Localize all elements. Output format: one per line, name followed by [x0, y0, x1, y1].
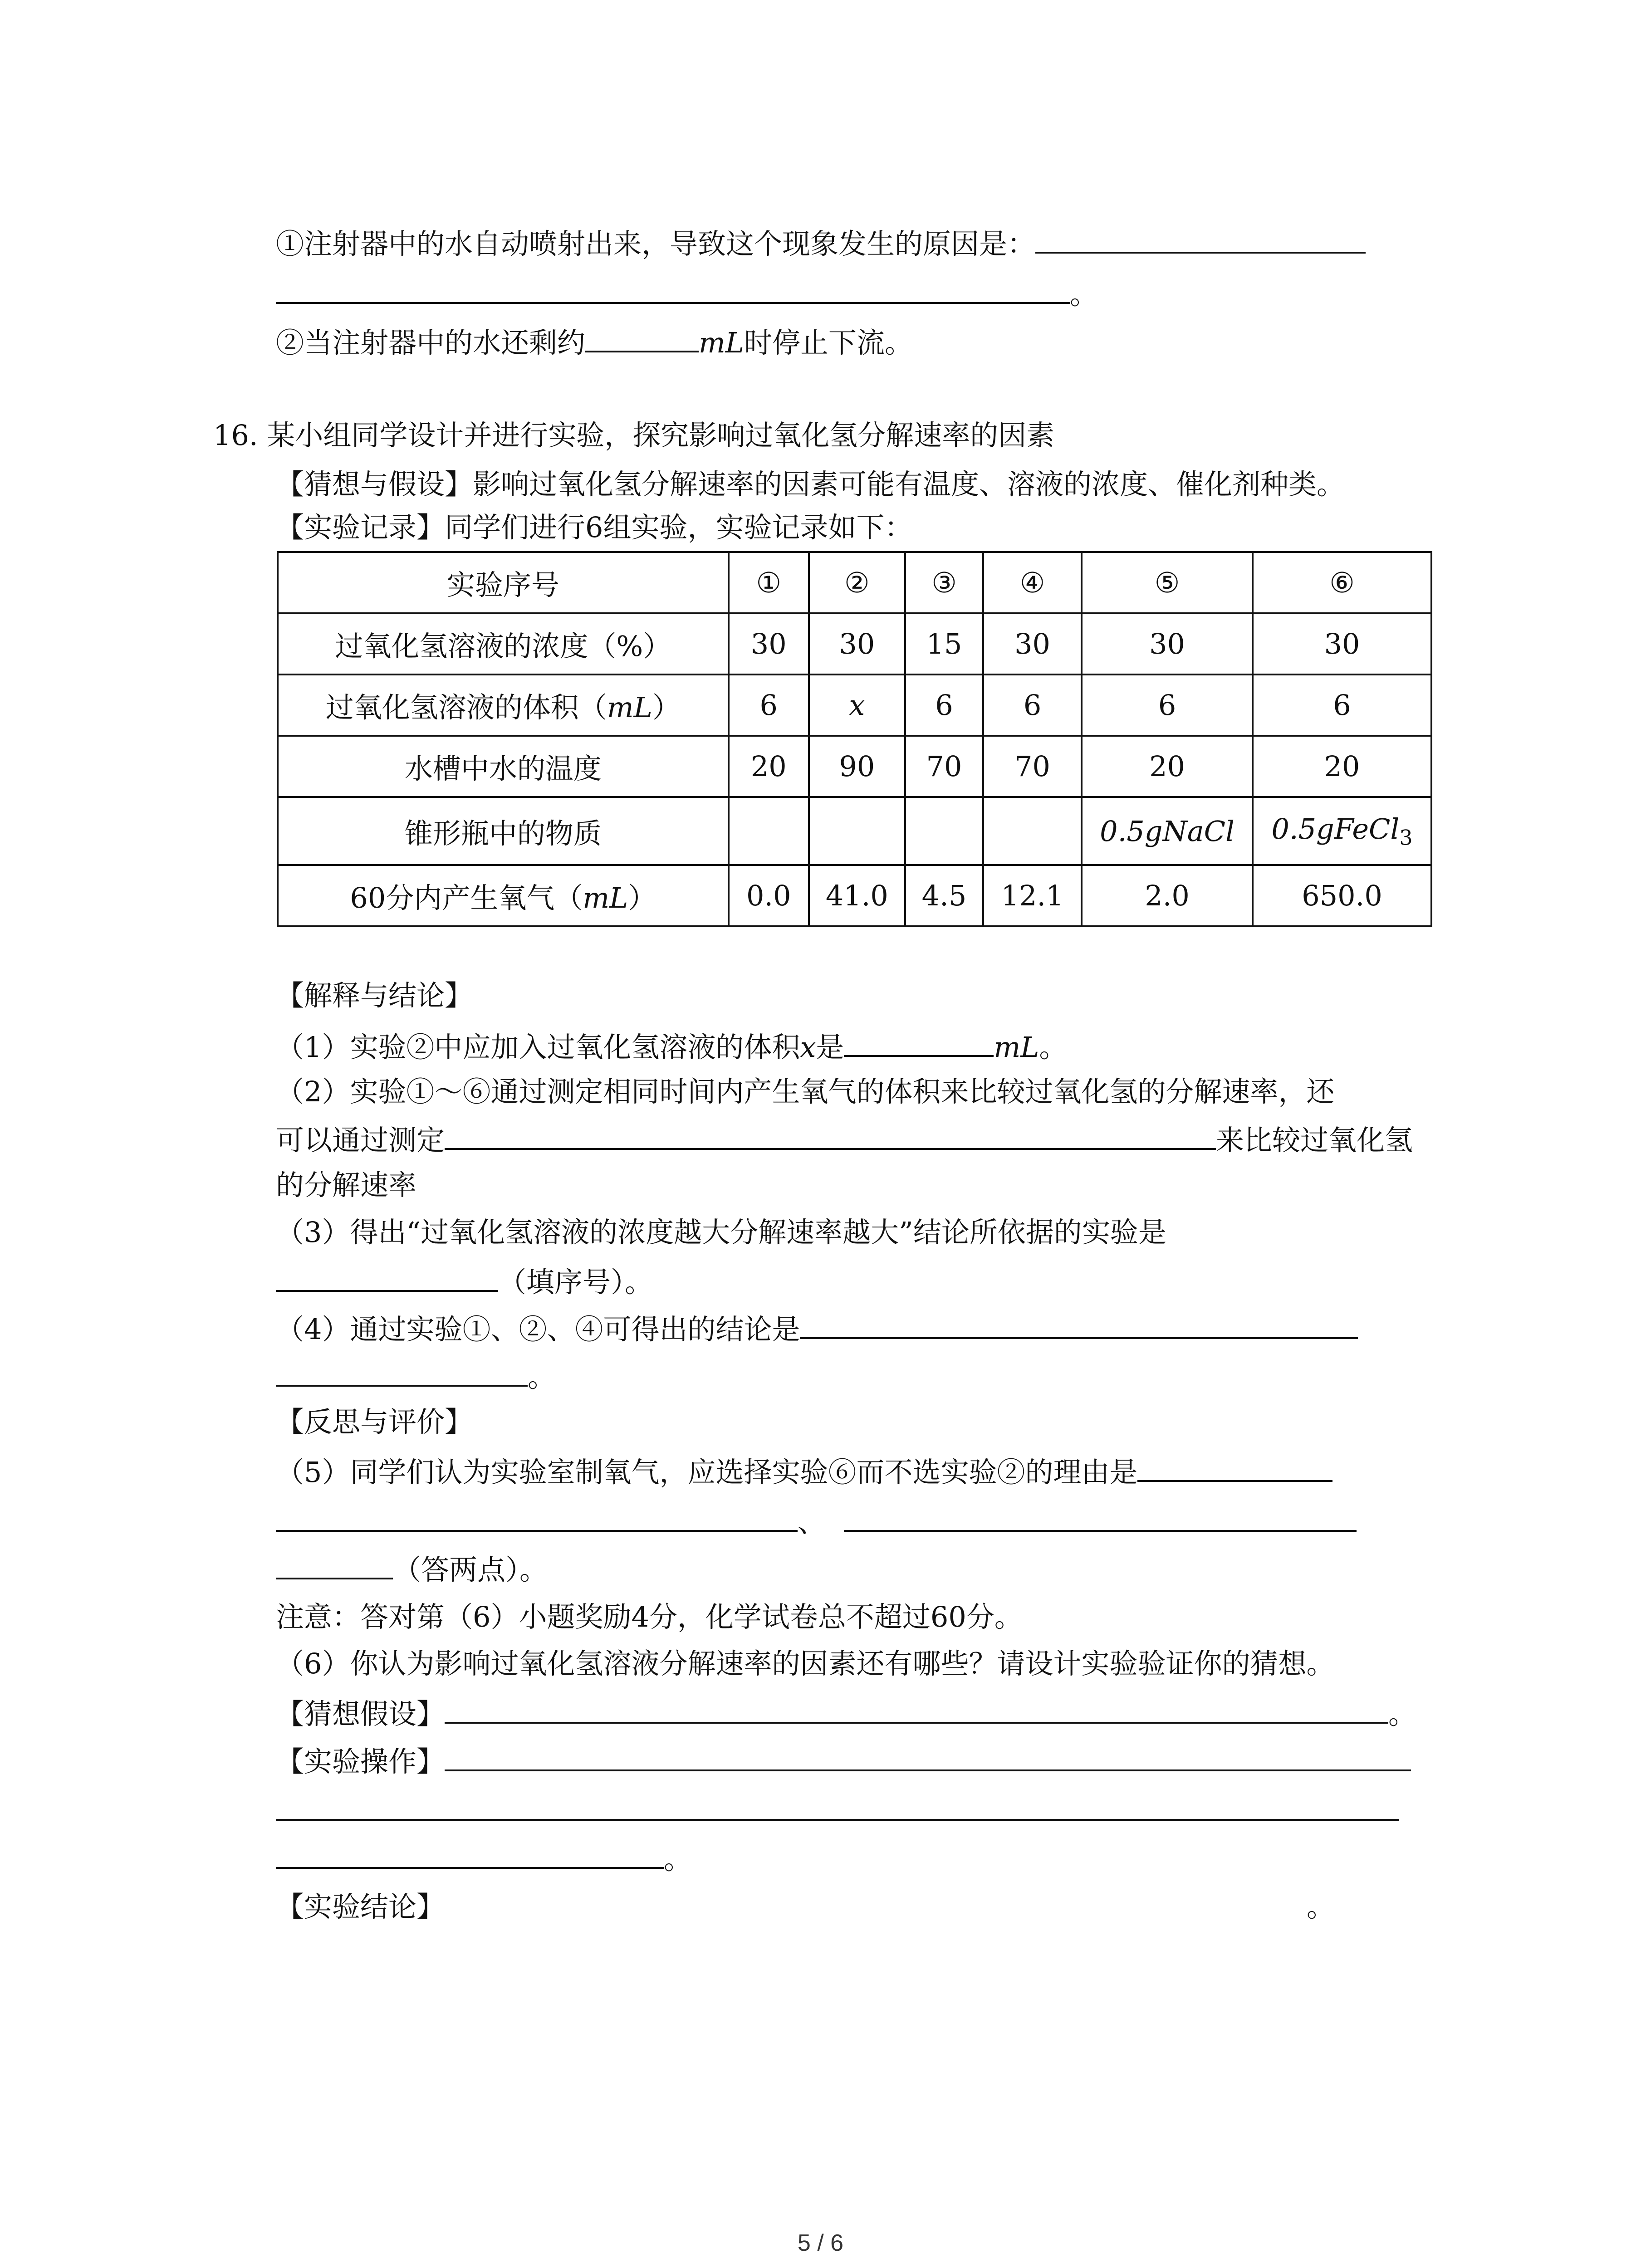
bonus-note: 注意：答对第（6）小题奖励4分，化学试卷总不超过60分。 — [276, 1600, 1023, 1633]
table-col-1: ① — [729, 552, 809, 613]
row-label-oxygen: 60分内产生氧气（mL） — [278, 865, 729, 926]
record-text: 【实验记录】同学们进行6组实验，实验记录如下： — [276, 511, 913, 544]
sub-question-3-line-2: （填序号）。 — [276, 1259, 653, 1303]
s5-answer-blank-4[interactable] — [276, 1547, 393, 1579]
q15-answer-blank-1[interactable] — [1035, 221, 1366, 254]
sub-question-1: （1）实验②中应加入过氧化氢溶液的体积x是 mL。 — [276, 1024, 1067, 1068]
operation-answer-blank-1[interactable] — [445, 1739, 1411, 1771]
row-label-volume: 过氧化氢溶液的体积（mL） — [278, 675, 729, 736]
row-label-temperature: 水槽中水的温度 — [278, 736, 729, 797]
table-row: 过氧化氢溶液的浓度（%） 30 30 15 30 30 30 — [278, 613, 1431, 675]
operation-answer-blank-3[interactable] — [276, 1836, 664, 1869]
table-col-2: ② — [809, 552, 905, 613]
table-row — [278, 797, 1431, 865]
nacl-cell: 0.5gNaCl — [1082, 797, 1253, 865]
s5-answer-blank-3[interactable] — [844, 1499, 1357, 1532]
table-row: 过氧化氢溶液的体积（mL） 6 x 6 6 6 6 — [278, 675, 1431, 736]
s5-answer-blank-1[interactable] — [1137, 1449, 1332, 1482]
q15-line-2: 。 — [276, 271, 1098, 315]
sub-question-5-line-1: （5）同学们认为实验室制氧气，应选择实验⑥而不选实验②的理由是 — [276, 1449, 1332, 1493]
sub-question-2-line-3: 的分解速率 — [276, 1168, 417, 1202]
sub-question-5-line-3: （答两点）。 — [276, 1547, 548, 1590]
table-col-4: ④ — [983, 552, 1082, 613]
explain-heading: 【解释与结论】 — [276, 979, 473, 1012]
sub-question-4-line-2: 。 — [276, 1354, 556, 1398]
sub-question-5-line-2: 、 — [276, 1499, 1357, 1543]
operation-line-1: 【实验操作】 — [276, 1739, 1411, 1782]
conclusion-answer-blank — [445, 1884, 1307, 1916]
volume-x-cell: x — [809, 675, 905, 736]
row-label-substance: 锥形瓶中的物质 — [278, 797, 729, 865]
guess-answer-blank[interactable] — [445, 1691, 1388, 1724]
q15-line-3: ②当注射器中的水还剩约 mL时停止下流。 — [276, 320, 913, 363]
row-label-concentration: 过氧化氢溶液的浓度（%） — [278, 613, 729, 675]
s5-answer-blank-2[interactable] — [276, 1499, 798, 1532]
s3-answer-blank[interactable] — [276, 1259, 498, 1292]
sub-question-6: （6）你认为影响过氧化氢溶液分解速率的因素还有哪些？请设计实验验证你的猜想。 — [276, 1647, 1335, 1680]
s2-answer-blank[interactable] — [445, 1117, 1216, 1150]
q15-line1-text: ①注射器中的水自动喷射出来，导致这个现象发生的原因是： — [276, 227, 1036, 260]
q15-answer-blank-2[interactable] — [276, 271, 1070, 304]
q15-volume-blank[interactable] — [585, 320, 699, 352]
s1-answer-blank[interactable] — [844, 1024, 994, 1057]
guess-line: 【猜想假设】 。 — [276, 1691, 1416, 1735]
q15-line-1 — [276, 221, 1366, 264]
experiment-table — [277, 551, 1432, 927]
sub-question-3-line-1: （3）得出“过氧化氢溶液的浓度越大分解速率越大”结论所依据的实验是 — [276, 1216, 1166, 1249]
s4-answer-blank-1[interactable] — [800, 1306, 1358, 1339]
fecl3-cell: 0.5gFeCl$_3$ — [1253, 797, 1431, 865]
table-row: 水槽中水的温度 20 90 70 70 20 20 — [278, 736, 1431, 797]
table-col-6: ⑥ — [1253, 552, 1431, 613]
sub-question-2-line-1: （2）实验①～⑥通过测定相同时间内产生氧气的体积来比较过氧化氢的分解速率，还 — [276, 1075, 1335, 1108]
page-number: 5 / 6 — [797, 2230, 844, 2256]
hypothesis-text: 【猜想与假设】影响过氧化氢分解速率的因素可能有温度、溶液的浓度、催化剂种类。 — [276, 468, 1345, 501]
table-header-row — [278, 552, 1431, 613]
question-16-title: 16. 某小组同学设计并进行实验，探究影响过氧化氢分解速率的因素 — [213, 419, 1055, 452]
table-col-3: ③ — [905, 552, 983, 613]
operation-answer-blank-2[interactable] — [276, 1819, 1399, 1821]
table-row: 60分内产生氧气（mL） 0.0 41.0 4.5 12.1 2.0 650.0 — [278, 865, 1431, 926]
operation-line-3: 。 — [276, 1836, 692, 1880]
conclusion-line: 【实验结论】 。 — [276, 1884, 1335, 1927]
table-col-5: ⑤ — [1082, 552, 1253, 613]
sub-question-2-line-2: 可以通过测定 来比较过氧化氢 — [276, 1117, 1413, 1161]
table-header-label: 实验序号 — [278, 552, 729, 613]
reflect-heading: 【反思与评价】 — [276, 1405, 473, 1438]
sub-question-4-line-1: （4）通过实验①、②、④可得出的结论是 — [276, 1306, 1358, 1350]
s4-answer-blank-2[interactable] — [276, 1354, 528, 1387]
